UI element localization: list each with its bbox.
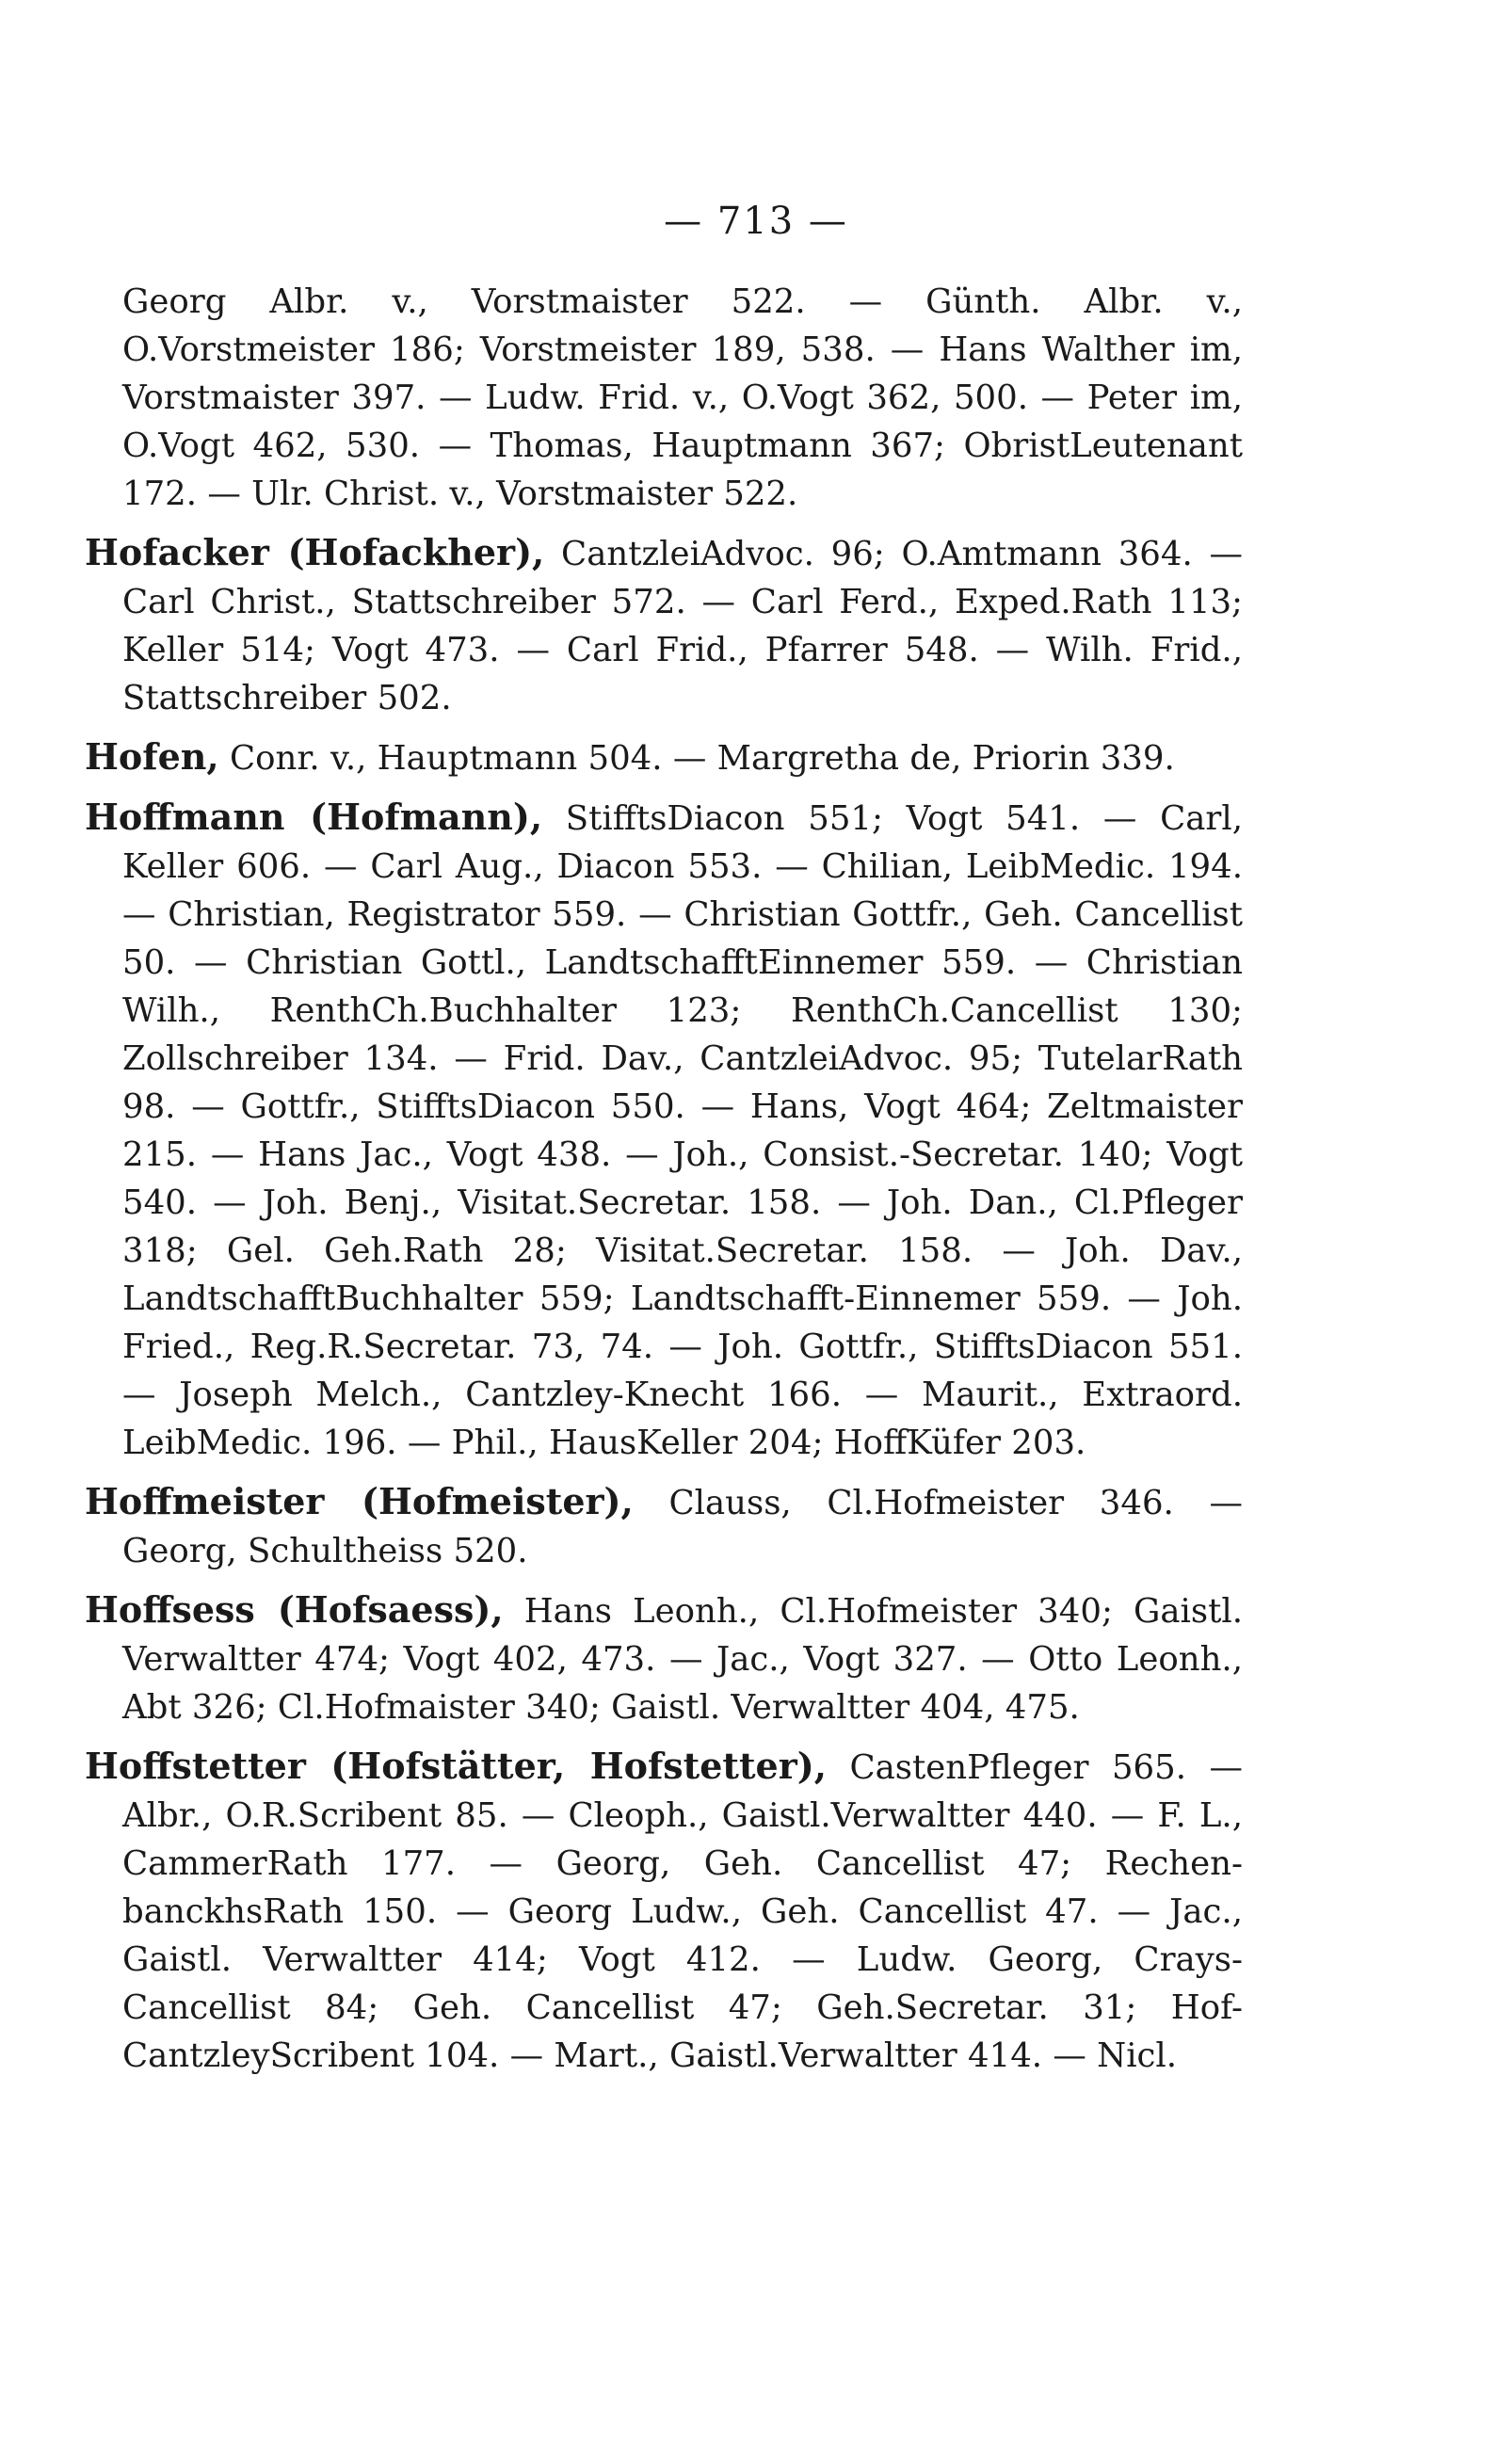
index-column: [85, 278, 1243, 2090]
entry-headword: Hofen,: [85, 735, 219, 778]
index-entry: [85, 1742, 1243, 2080]
index-entry: [85, 528, 1243, 722]
index-entry: [85, 1585, 1243, 1731]
entry-text: Clauss, Cl.Hofmeister 346. — Georg, Schultheiss 520.: [122, 1484, 1243, 1570]
index-entry: [85, 278, 1243, 518]
entry-headword: Hoffstetter (Hofstätter, Hofstetter),: [85, 1745, 827, 1787]
entry-text: StifftsDiacon 551; Vogt 541. — Carl, Keller 606. — Carl Aug., Diacon 553. — Chilian, LeibMedic. 194. — Christian, Registrator 559. — Christian Gottfr., Geh. Cancellist 50. — Christian Gottl., LandtschafftEinnemer 559. — Christian Wilh., RenthCh.Buchhalter 123; RenthCh.Cancellist 130; Zollschreiber 134. — Frid. Dav., CantzleiAdvoc. 95; TutelarRath 98. — Gottfr., StifftsDiacon 550. — Hans, Vogt 464; Zeltmaister 215. — Hans Jac., Vogt 438. — Joh., Consist.-Secretar. 140; Vogt 540. — Joh. Benj., Visitat.Secretar. 158. — Joh. Dan., Cl.Pfleger 318; Gel. Geh.Rath 28; Visitat.Secretar. 158. — Joh. Dav., LandtschafftBuchhalter 559; Landtschafft-Einnemer 559. — Joh. Fried., Reg.R.Secretar. 73, 74. — Joh. Gottfr., StifftsDiacon 551. — Joseph Melch., Cantzley-Knecht 166. — Maurit., Extraord. LeibMedic. 196. — Phil., HausKeller 204; HoffKüfer 203.: [122, 799, 1244, 1462]
entry-headword: Hofacker (Hofackher),: [85, 531, 545, 573]
entry-headword: Hoffsess (Hofsaess),: [85, 1588, 504, 1631]
entry-headword: Hoffmeister (Hofmeister),: [85, 1480, 634, 1522]
entry-text: Conr. v., Hauptmann 504. — Margretha de, Priorin 339.: [229, 739, 1175, 778]
index-entry: [85, 732, 1243, 782]
entry-text: Hans Leonh., Cl.Hofmeister 340; Gaistl. Verwaltter 474; Vogt 402, 473. — Jac., Vogt 327. — Otto Leonh., Abt 326; Cl.Hofmaister 340; Gaistl. Verwaltter 404, 475.: [122, 1592, 1243, 1727]
entry-text: CastenPfleger 565. — Albr., O.R.Scribent 85. — Cleoph., Gaistl.Verwaltter 440. — F. L., CammerRath 177. — Georg, Geh. Cancellist 47; Rechen-banckhsRath 150. — Georg Ludw., Geh. Cancellist 47. — Jac., Gaistl. Verwaltter 414; Vogt 412. — Ludw. Georg, Crays-Cancellist 84; Geh. Cancellist 47; Geh.Secretar. 31; Hof-CantzleyScribent 104. — Mart., Gaistl.Verwaltter 414. — Nicl.: [122, 1748, 1244, 2075]
entry-headword: Hoffmann (Hofmann),: [85, 796, 543, 838]
entry-text: CantzleiAdvoc. 96; O.Amtmann 364. — Carl Christ., Stattschreiber 572. — Carl Ferd., Exped.Rath 113; Keller 514; Vogt 473. — Carl Frid., Pfarrer 548. — Wilh. Frid., Stattschreiber 502.: [122, 535, 1243, 717]
page-number: — 713 —: [664, 200, 848, 243]
entry-text: Georg Albr. v., Vorstmaister 522. — Günth. Albr. v., O.Vorstmeister 186; Vorstmeister 189, 538. — Hans Walther im, Vorstmaister 397. — Ludw. Frid. v., O.Vogt 362, 500. — Peter im, O.Vogt 462, 530. — Thomas, Hauptmann 367; ObristLeutenant 172. — Ulr. Christ. v., Vorstmaister 522.: [122, 282, 1243, 513]
index-entry: [85, 1477, 1243, 1575]
index-entry: [85, 793, 1243, 1467]
